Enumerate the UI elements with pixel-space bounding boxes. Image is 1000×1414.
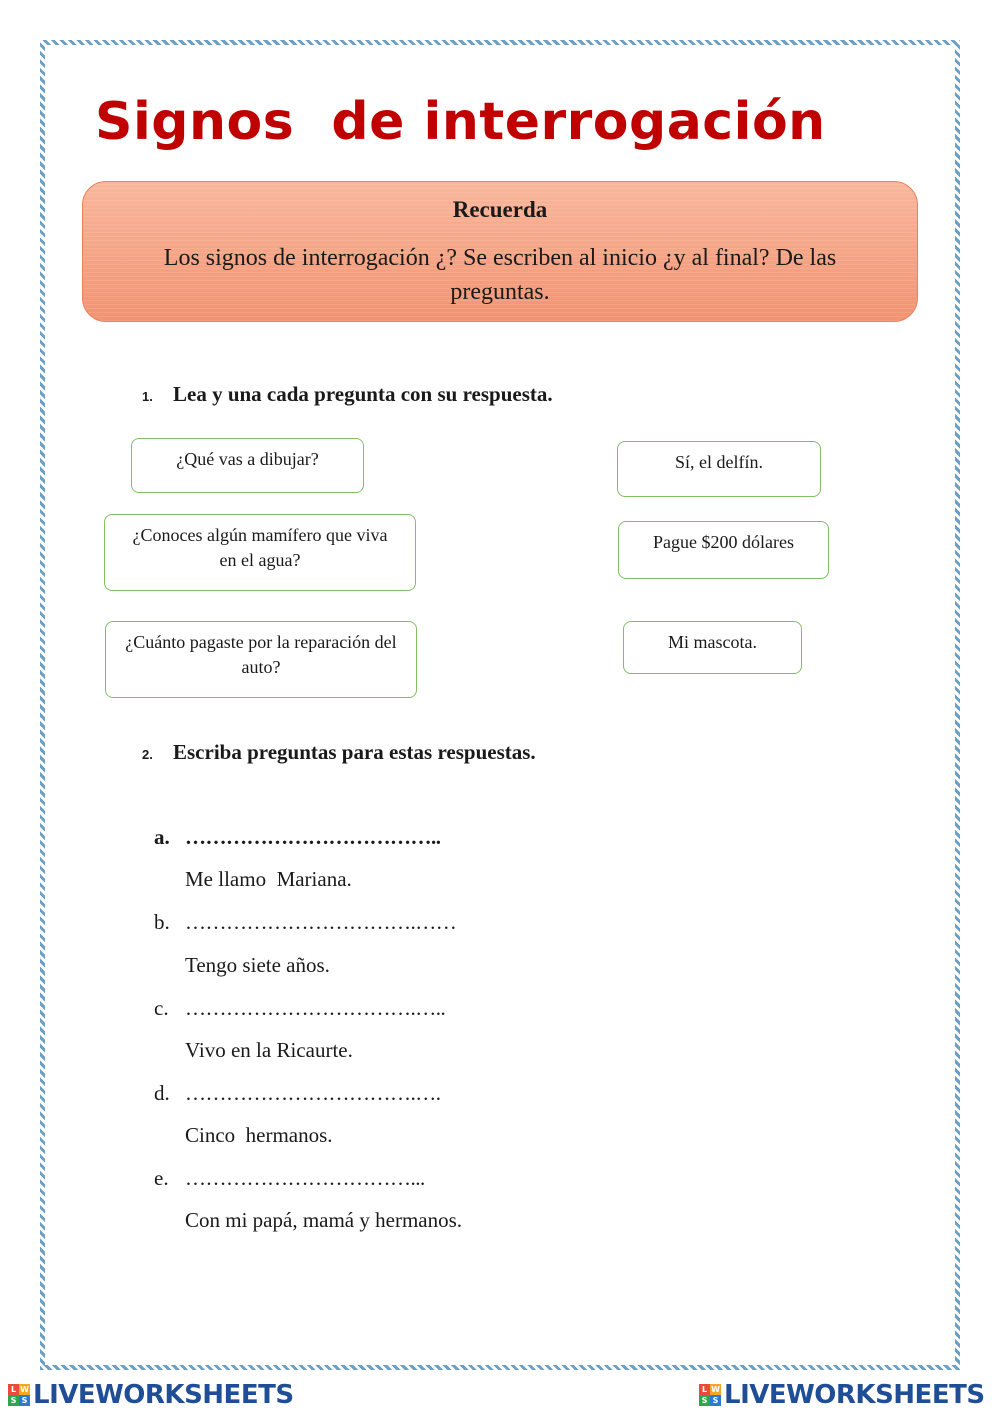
- item-d-letter: d.: [154, 1081, 170, 1105]
- question-text: ¿Cuánto pagaste por la reparación del auto?: [125, 632, 397, 677]
- question-text: ¿Qué vas a dibujar?: [176, 449, 319, 469]
- answer-box-3[interactable]: [623, 621, 802, 674]
- item-e-blank[interactable]: ……………………………...: [185, 1166, 425, 1190]
- answer-text: Pague $200 dólares: [653, 532, 794, 552]
- section-1-title: Lea y una cada pregunta con su respuesta.: [173, 382, 553, 406]
- liveworksheets-logo-text: LIVEWORKSHEETS: [724, 1380, 985, 1410]
- question-box-1[interactable]: [131, 438, 364, 493]
- item-a-letter: a.: [154, 825, 170, 849]
- section-2-number: 2.: [142, 747, 153, 762]
- liveworksheets-logo-text: LIVEWORKSHEETS: [33, 1380, 294, 1410]
- logo-mark-cell: W: [20, 1385, 29, 1394]
- section-2-heading: [142, 740, 536, 765]
- question-text: ¿Conoces algún mamífero que viva en el agua?: [132, 525, 388, 570]
- item-d-answer: Cinco hermanos.: [185, 1123, 333, 1147]
- liveworksheets-logo-icon: [8, 1384, 30, 1406]
- item-a-blank[interactable]: ………………………………..: [185, 825, 441, 849]
- reminder-text: Los signos de interrogación ¿? Se escriben al inicio ¿y al final? De las preguntas.: [163, 245, 837, 305]
- item-b-letter: b.: [154, 910, 170, 934]
- answer-box-2[interactable]: [618, 521, 829, 579]
- item-e-letter: e.: [154, 1166, 169, 1190]
- section-1-number: 1.: [142, 389, 153, 404]
- item-c-answer: Vivo en la Ricaurte.: [185, 1038, 353, 1062]
- item-c-blank[interactable]: …………………………….…..: [185, 996, 446, 1020]
- page-title: Signos de interrogación: [95, 92, 826, 152]
- section-1-heading: [142, 382, 553, 407]
- item-d-blank[interactable]: …………………………….….: [185, 1081, 441, 1105]
- liveworksheets-logo-right[interactable]: [699, 1380, 985, 1410]
- logo-mark-cell: L: [699, 1384, 710, 1395]
- answer-box-1[interactable]: [617, 441, 821, 497]
- liveworksheets-logo-icon: [699, 1384, 721, 1406]
- reminder-heading: Recuerda: [452, 197, 548, 222]
- answer-text: Sí, el delfín.: [675, 452, 763, 472]
- logo-mark-cell: W: [711, 1385, 720, 1394]
- logo-mark-cell: S: [19, 1395, 30, 1406]
- section-2-title: Escriba preguntas para estas respuestas.: [173, 740, 536, 764]
- item-c-letter: c.: [154, 996, 169, 1020]
- logo-mark-cell: L: [8, 1384, 19, 1395]
- item-e-answer: Con mi papá, mamá y hermanos.: [185, 1208, 463, 1232]
- logo-mark-cell: S: [699, 1395, 710, 1406]
- reminder-box: [82, 181, 918, 322]
- item-a-answer: Me llamo Mariana.: [185, 867, 352, 891]
- question-box-3[interactable]: [105, 621, 417, 698]
- logo-mark-cell: S: [710, 1395, 721, 1406]
- answer-text: Mi mascota.: [668, 632, 757, 652]
- item-b-answer: Tengo siete años.: [185, 953, 330, 977]
- liveworksheets-logo-left[interactable]: [8, 1380, 294, 1410]
- logo-mark-cell: S: [8, 1395, 19, 1406]
- item-b-blank[interactable]: …………………………….……: [185, 910, 457, 934]
- question-box-2[interactable]: [104, 514, 416, 591]
